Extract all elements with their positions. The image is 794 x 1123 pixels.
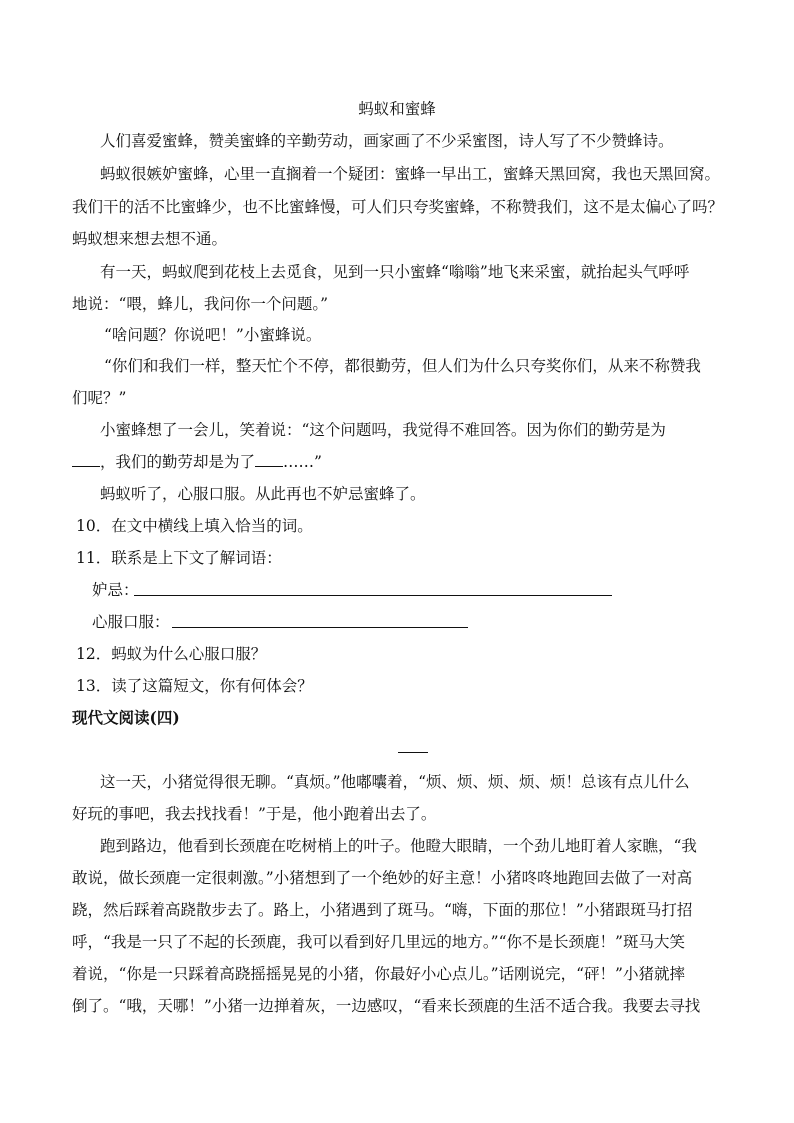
paragraph-line: “啥问题？你说吧！”小蜜蜂说。 bbox=[104, 326, 322, 344]
paragraph-line: 我们干的活不比蜜蜂少，也不比蜜蜂慢，可人们只夸奖蜜蜂，不称赞我们，这不是太偏心了吗？ bbox=[72, 198, 724, 216]
paragraph-line: 好玩的事吧，我去找找看！”于是，他小跑着出去了。 bbox=[72, 805, 437, 823]
fill-blank-1[interactable] bbox=[72, 452, 100, 467]
question-13: 13．读了这篇短文，你有何体会？ bbox=[76, 677, 313, 695]
paragraph-line: 这一天，小猪觉得很无聊。“真烦。”他嘟囔着，“烦、烦、烦、烦、烦！总该有点儿什么 bbox=[100, 773, 690, 791]
question-12: 12．蚂蚁为什么心服口服？ bbox=[76, 645, 267, 663]
paragraph-line: 跑到路边，他看到长颈鹿在吃树梢上的叶子。他瞪大眼睛，一个劲儿地盯着人家瞧，“我 bbox=[100, 837, 697, 855]
answer-line-jealousy[interactable] bbox=[134, 595, 612, 596]
text-fragment: ，我们的勤劳却是为了 bbox=[100, 453, 256, 471]
term-label-jealousy: 妒忌： bbox=[92, 581, 139, 599]
question-10: 10．在文中横线上填入恰当的词。 bbox=[76, 517, 313, 535]
paragraph-line: 们呢？” bbox=[72, 389, 127, 407]
paragraph-line-with-blanks bbox=[72, 452, 732, 472]
paragraph-line: “你们和我们一样，整天忙个不停，都很勤劳，但人们为什么只夸奖你们，从来不称赞我 bbox=[104, 357, 701, 375]
answer-line-convinced[interactable] bbox=[172, 627, 468, 628]
section-heading: 现代文阅读(四) bbox=[72, 708, 180, 727]
paragraph-line: 人们喜爱蜜蜂，赞美蜜蜂的辛勤劳动，画家画了不少采蜜图，诗人写了不少赞蜂诗。 bbox=[100, 132, 674, 150]
fill-blank-2[interactable] bbox=[255, 452, 283, 467]
paragraph-line: 跷，然后踩着高跷散步去了。路上，小猪遇到了斑马。“嗨，下面的那位！”小猪跟斑马打招 bbox=[72, 901, 693, 919]
paragraph-line: 呼，“我是一只了不起的长颈鹿，我可以看到好几里远的地方。”“你不是长颈鹿！”斑马大笑 bbox=[72, 933, 685, 951]
title-blank-line[interactable] bbox=[398, 752, 428, 753]
paragraph-line: 蚂蚁很嫉妒蜜蜂，心里一直搁着一个疑团：蜜蜂一早出工，蜜蜂天黑回窝，我也天黑回窝。 bbox=[100, 165, 721, 183]
term-label-convinced: 心服口服： bbox=[92, 613, 170, 631]
paragraph-line: 倒了。“哦，天哪！”小猪一边掸着灰，一边感叹，“看来长颈鹿的生活不适合我。我要去寻找 bbox=[72, 997, 701, 1015]
passage-title: 蚂蚁和蜜蜂 bbox=[358, 100, 436, 118]
paragraph-line: 蚂蚁想来想去想不通。 bbox=[72, 230, 228, 248]
paragraph-line: 有一天，蚂蚁爬到花枝上去觅食，见到一只小蜜蜂“嗡嗡”地飞来采蜜，就抬起头气呼呼 bbox=[100, 263, 690, 281]
paragraph-line: 蚂蚁听了，心服口服。从此再也不妒忌蜜蜂了。 bbox=[100, 485, 426, 503]
text-fragment: ……” bbox=[283, 453, 322, 471]
question-11: 11．联系是上下文了解词语： bbox=[76, 549, 282, 567]
paragraph-line: 敢说，做长颈鹿一定很刺激。”小猪想到了一个绝妙的好主意！小猪咚咚地跑回去做了一对高 bbox=[72, 869, 693, 887]
paragraph-line: 地说：“喂，蜂儿，我问你一个问题。” bbox=[72, 295, 329, 313]
paragraph-line: 着说，“你是一只踩着高跷摇摇晃晃的小猪，你最好小心点儿。”话刚说完，“砰！”小猪就摔 bbox=[72, 965, 685, 983]
paragraph-line: 小蜜蜂想了一会儿，笑着说：“这个问题吗，我觉得不难回答。因为你们的勤劳是为 bbox=[100, 421, 666, 439]
